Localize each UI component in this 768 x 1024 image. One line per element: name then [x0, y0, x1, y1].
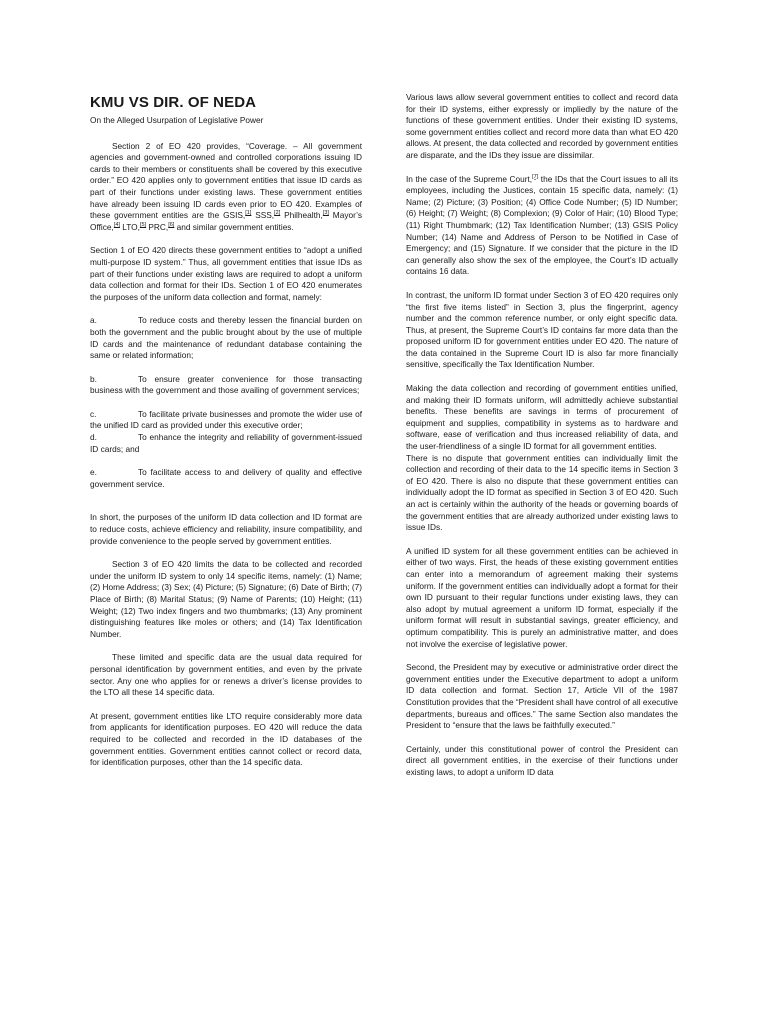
paragraph-coverage — [90, 141, 362, 234]
text-run: In the case of the Supreme Court, — [406, 173, 533, 184]
footnote-link-2[interactable]: [2] — [274, 210, 281, 217]
list-item-label: e. — [90, 467, 97, 478]
list-item-d — [90, 432, 362, 455]
text-run: Section 2 of EO 420 provides, “Coverage. – All government agencies and government-owned and controlled corporations issuing ID cards to their members or constituents shall be covered by this executive order.” EO 420 applies only to government entities that issue ID cards as part of their functions under existing laws. These government entities have already been issuing ID cards even prior to EO 420. Examples of these government entities are the GSIS, — [90, 140, 362, 221]
list-item-text: To ensure greater convenience for those transacting business with the government and those availing of government services; — [90, 373, 362, 396]
right-column — [406, 92, 678, 778]
footnote-link-1[interactable]: [1] — [245, 210, 252, 217]
list-item-text: To enhance the integrity and reliability of government-issued ID cards; and — [90, 432, 362, 454]
paragraph-benefits: Making the data collection and recording of government entities unified, and making their ID formats uniform, will admittedly achieve substantial benefits. These benefits are savings in terms of procurement of equipment and supplies, compatibility in systems as to hardware and software, ease of verification and thus increased reliability of data, and the user-friendliness of a single ID format for all government entities. — [406, 383, 678, 452]
paragraph-certainly: Certainly, under this constitutional power of control the President can direct all government entities, in the exercise of their functions under existing laws, to adopt a uniform ID data — [406, 743, 678, 777]
text-run: the IDs that the Court issues to all its employees, including the Justices, contain 15 specific data, namely: (1) Name; (2) Picture; (3) Position; (4) Office Code Number; (5) ID Number; (6) Height; (7) Weight; (8) Complexion; (9) Color of Hair; (10) Blood Type; (11) Right Thumbmark; (12) Tax Identification Number; (13) GSIS Policy Number; (14) Name and Address of Person to be Notified in Case of Emergency; and (15) Signature. If we consider that the picture in the ID can generally also show the sex of the employee, the Court’s ID actually contains 16 data. — [406, 173, 678, 277]
text-run: SSS, — [251, 210, 275, 221]
text-run: and similar government entities. — [174, 221, 294, 232]
text-run: Philhealth, — [280, 210, 323, 221]
list-item-label: a. — [90, 315, 97, 326]
list-item-a — [90, 315, 362, 361]
left-column — [90, 92, 362, 781]
list-item-label: c. — [90, 408, 97, 419]
paragraph-second: Second, the President may by executive or administrative order direct the government entities under the Executive department to adopt a uniform ID data collection and format. Section 17, Article VII of the 1987 Constitution provides that the “President shall have control of all executive departments, bureaus and offices.” The same Section also mandates the President to “ensure that the laws be faithfully executed.” — [406, 662, 678, 731]
list-item-e — [90, 467, 362, 490]
footnote-link-4[interactable]: [4] — [113, 221, 120, 228]
paragraph-no-dispute: There is no dispute that government entities can individually limit the collection and recording of their data to the 14 specific items in Section 3 of EO 420. There is also no dispute that these government entities can individually adopt the ID format as specified in Section 3 of EO 420. Such an act is certainly within the authority of the heads or governing boards of the government entities that are already authorized under existing laws to issue IDs. — [406, 452, 678, 533]
footnote-link-5[interactable]: [5] — [139, 221, 147, 228]
paragraph-various-laws: Various laws allow several government entities to collect and record data for their ID systems, either expressly or impliedly by the nature of the functions of these government entities. Under their existing ID systems, some government entities collect and record more data than what EO 420 allows. At present, the data collected and recorded by government entities are disparate, and the IDs they issue are dissimilar. — [406, 92, 678, 160]
list-item-c — [90, 409, 362, 432]
list-item-label: b. — [90, 373, 97, 384]
list-item-text: To reduce costs and thereby lessen the financial burden on both the government and the public brought about by the use of multiple ID cards and the maintenance of redundant database containing the same or related information; — [90, 315, 362, 361]
paragraph-in-short: In short, the purposes of the uniform ID data collection and ID format are to reduce costs, achieve efficiency and reliability, insure compatibility, and provide convenience to the people served by government entities. — [90, 512, 362, 546]
text-run: Mayor’s Office, — [90, 210, 362, 232]
document-subtitle: On the Alleged Usurpation of Legislative Power — [90, 115, 264, 125]
paragraph-limited-data: These limited and specific data are the usual data required for personal identification by government entities, and even by the private sector. Any one who applies for or renews a driver’s license provides to the LTO all these 14 specific data. — [90, 652, 362, 698]
document-title: KMU VS DIR. OF NEDA — [90, 94, 257, 111]
paragraph-section-1: Section 1 of EO 420 directs these government entities to “adopt a unified multi-purpose ID system.” Thus, all government entities that issue IDs as part of their functions under existing laws are required to adopt a uniform data collection and format for their IDs. Section 1 of EO 420 enumerates the purposes of the uniform data collection and format, namely: — [90, 245, 362, 302]
paragraph-section-3: Section 3 of EO 420 limits the data to be collected and recorded under the uniform ID system to only 14 specific items, namely: (1) Name; (2) Home Address; (3) Sex; (4) Picture; (5) Signature; (6) Date of Birth; (7) Place of Birth; (8) Marital Status; (9) Name of Parents; (10) Height; (11) Weight; (12) Two index fingers and two thumbmarks; (13) Any prominent distinguishing features like moles or others; and (14) Tax Identification Number. — [90, 559, 362, 639]
list-item-text: To facilitate access to and delivery of quality and effective government service. — [90, 467, 362, 489]
paragraph-at-present: At present, government entities like LTO require considerably more data from applicants for identification purposes. EO 420 will reduce the data required to be collected and recorded in the ID databases of the government entities. Government entities cannot collect or record data, for identification purposes, other than the 14 specific data. — [90, 710, 362, 768]
paragraph-supreme-court — [406, 174, 678, 278]
list-item-label: d. — [90, 432, 97, 443]
footnote-link-3[interactable]: [3] — [322, 210, 329, 217]
paragraph-unified-id: A unified ID system for all these government entities can be achieved in either of two ways. First, the heads of these existing government entities can enter into a memorandum of agreement making their systems uniform. If the government entities can individually adopt a format for their own ID pursuant to their regular functions under existing laws, they can also adopt by mutual agreement a uniform ID format, especially if the uniform format will result in substantial savings, greater efficiency, and optimum compatibility. This is purely an administrative matter, and does not involve the exercise of legislative power. — [406, 545, 678, 649]
footnote-link-6[interactable]: [6] — [168, 221, 175, 228]
list-item-text: To facilitate private businesses and promote the wider use of the unified ID card as provided under this executive order; — [90, 408, 362, 431]
paragraph-in-contrast: In contrast, the uniform ID format under Section 3 of EO 420 requires only “the first five items listed” in Section 3, plus the fingerprint, agency number and the common reference number, or only eight specific data. Thus, at present, the Supreme Court’s ID contains far more data than the proposed uniform ID for government entities under EO 420. The nature of the data contained in the Supreme Court ID is also far more financially sensitive, specifically the Tax Identification Number. — [406, 289, 678, 370]
footnote-link-7[interactable]: [7] — [532, 173, 539, 180]
list-item-b — [90, 374, 362, 397]
text-run: LTO, — [119, 221, 140, 232]
text-run: PRC, — [146, 221, 169, 232]
